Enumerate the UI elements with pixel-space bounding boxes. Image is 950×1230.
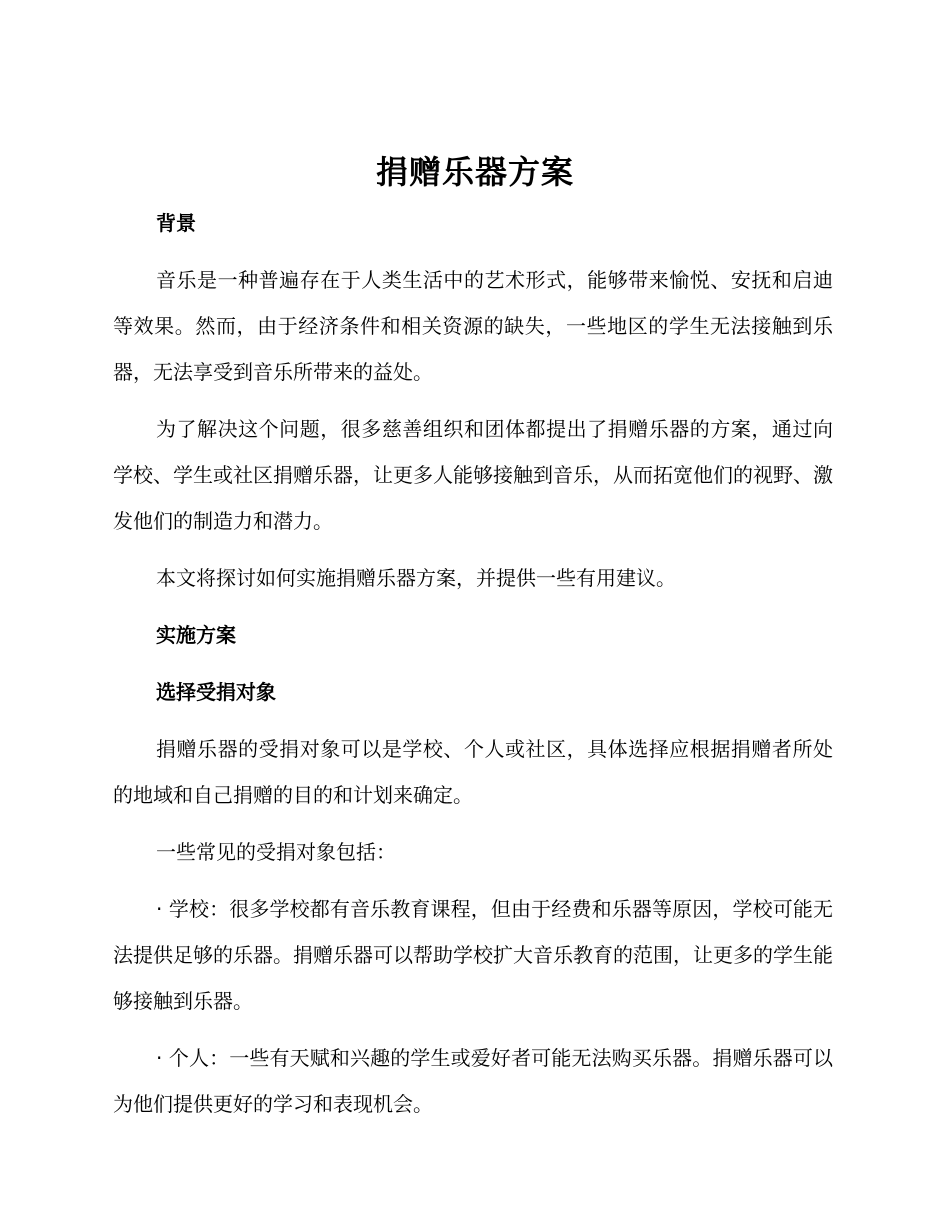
recipients-paragraph-2: 一些常见的受捐对象包括： <box>156 840 396 864</box>
recipient-item-individual: · 个人：一些有天赋和兴趣的学生或爱好者可能无法购买乐器。捐赠乐器可以为他们提供更好的学习和表现机会。 <box>113 1046 833 1116</box>
background-paragraph-1: 音乐是一种普遍存在于人类生活中的艺术形式，能够带来愉悦、安抚和启迪等效果。然而，由于经济条件和相关资源的缺失，一些地区的学生无法接触到乐器，无法享受到音乐所带来的益处。 <box>113 268 833 384</box>
section-heading-background: 背景 <box>156 211 196 235</box>
recipient-item-school: · 学校：很多学校都有音乐教育课程，但由于经费和乐器等原因，学校可能无法提供足够的乐器。捐赠乐器可以帮助学校扩大音乐教育的范围，让更多的学生能够接触到乐器。 <box>113 897 833 1013</box>
document-body <box>113 200 833 1138</box>
background-paragraph-2: 为了解决这个问题，很多慈善组织和团体都提出了捐赠乐器的方案，通过向学校、学生或社区捐赠乐器，让更多人能够接触到音乐，从而拓宽他们的视野、激发他们的制造力和潜力。 <box>113 417 833 533</box>
background-paragraph-3: 本文将探讨如何实施捐赠乐器方案，并提供一些有用建议。 <box>156 566 676 590</box>
subsection-heading-recipients: 选择受捐对象 <box>156 680 276 704</box>
recipients-paragraph-1: 捐赠乐器的受捐对象可以是学校、个人或社区，具体选择应根据捐赠者所处的地域和自己捐赠的目的和计划来确定。 <box>113 737 833 807</box>
section-heading-implementation: 实施方案 <box>156 623 236 647</box>
document-title: 捐赠乐器方案 <box>375 153 574 191</box>
